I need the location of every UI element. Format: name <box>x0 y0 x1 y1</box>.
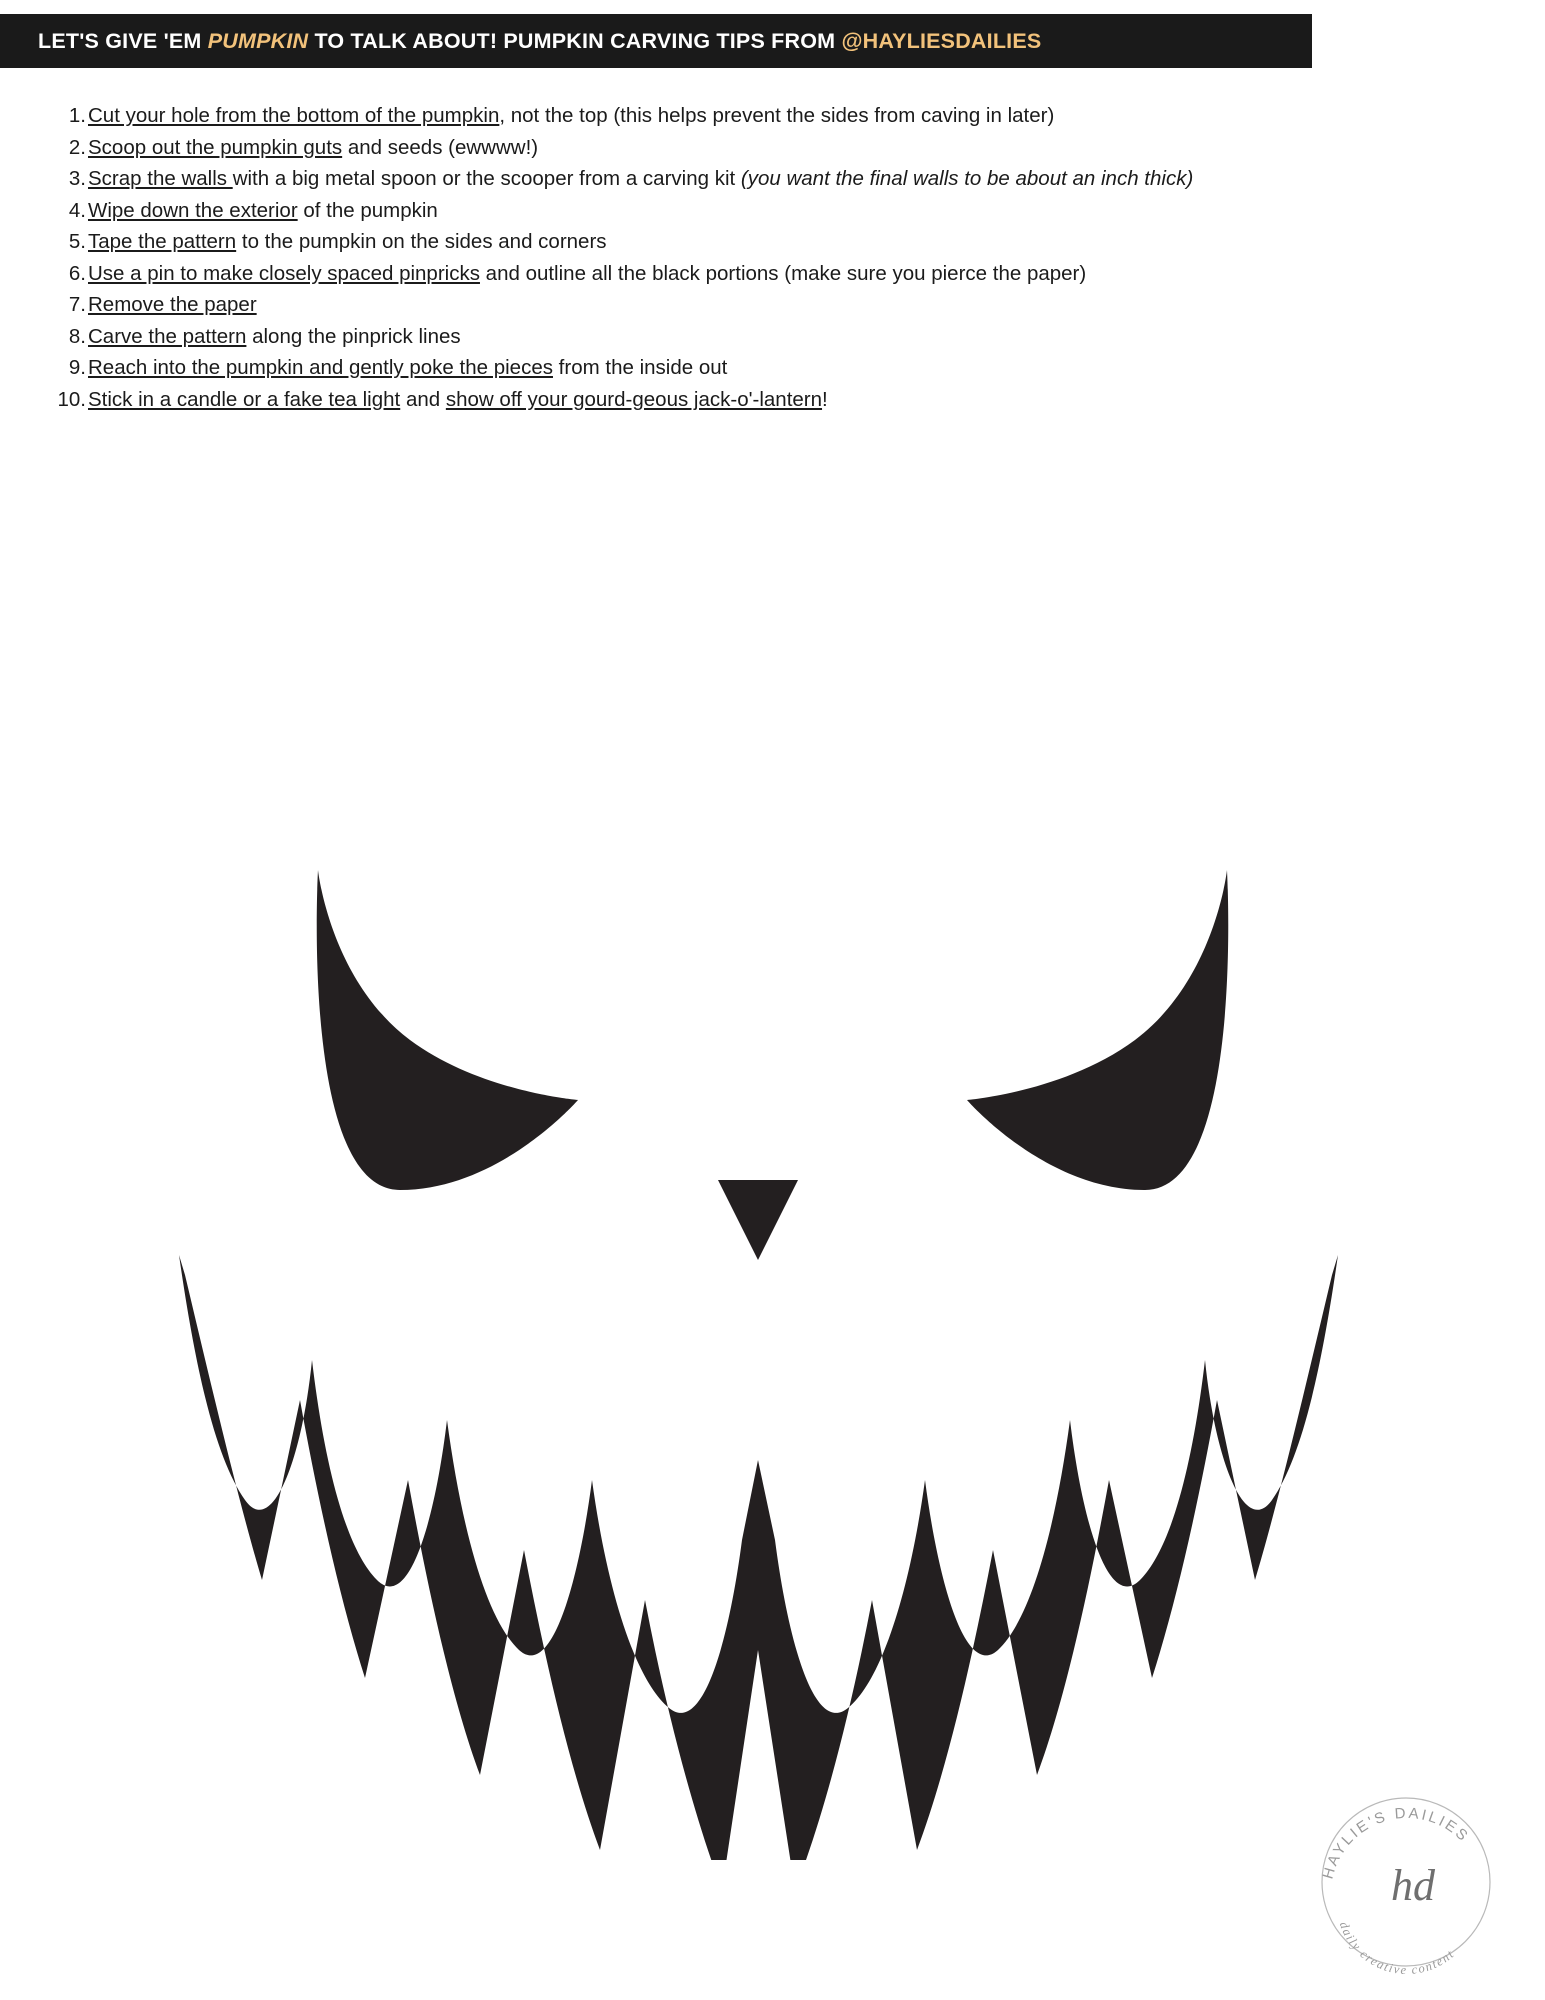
step-rest: and seeds (ewwww!) <box>342 135 539 159</box>
step-text <box>88 321 1468 353</box>
list-item <box>48 226 1468 258</box>
step-emphasis-tail: show off your gourd-geous jack-o'-lantern <box>445 387 823 411</box>
left-eye-shape <box>317 870 578 1190</box>
step-note: (you want the final walls to be about an inch thick) <box>740 167 1194 190</box>
header-title <box>38 29 1041 54</box>
step-emphasis: Remove the paper <box>88 293 257 316</box>
step-emphasis: Reach into the pumpkin and gently poke the pieces <box>88 356 553 379</box>
step-number: 4. <box>68 198 86 222</box>
step-rest: of the pumpkin <box>297 198 438 222</box>
step-emphasis: Stick in a candle or a fake tea light <box>88 387 401 411</box>
logo-monogram: hd <box>1391 1861 1435 1910</box>
header-handle: @HAYLIESDAILIES <box>841 28 1042 53</box>
mouth-shape <box>179 1255 1338 1860</box>
step-text <box>88 352 1468 384</box>
nose-shape <box>718 1180 798 1260</box>
step-emphasis: Wipe down the exterior <box>88 198 298 222</box>
step-text <box>88 132 1468 164</box>
step-number: 5. <box>68 230 86 253</box>
step-rest: along the pinprick lines <box>246 324 461 348</box>
step-rest: , not the top (this helps prevent the sides from caving in later) <box>499 104 1055 127</box>
list-item <box>48 321 1468 353</box>
logo-bottom-text: daily creative content <box>1336 1919 1458 1978</box>
list-item <box>48 289 1468 321</box>
step-emphasis: Tape the pattern <box>88 230 237 253</box>
header-title-mid: TO TALK ABOUT! PUMPKIN CARVING TIPS FROM <box>308 28 842 53</box>
logo-haylies-dailies <box>1291 1782 1521 1982</box>
step-number: 8. <box>68 324 86 348</box>
step-number: 6. <box>68 261 86 285</box>
step-text <box>88 163 1468 195</box>
step-rest: and <box>400 387 446 411</box>
step-rest: with a big metal spoon or the scooper from a carving kit <box>232 167 741 190</box>
header-banner <box>0 14 1312 68</box>
step-emphasis: Cut your hole from the bottom of the pumpkin <box>88 104 500 127</box>
list-item <box>48 163 1468 195</box>
list-item <box>48 132 1468 164</box>
step-rest: from the inside out <box>552 356 728 379</box>
list-item <box>48 100 1468 132</box>
step-number: 7. <box>68 293 86 316</box>
step-text <box>88 384 1468 416</box>
list-item <box>48 258 1468 290</box>
step-text <box>88 100 1468 132</box>
step-text <box>88 289 1468 321</box>
header-title-pre: LET'S GIVE 'EM <box>38 28 208 53</box>
list-item <box>48 195 1468 227</box>
step-text <box>88 258 1468 290</box>
step-note: ! <box>822 387 828 411</box>
header-title-accent: PUMPKIN <box>207 28 309 53</box>
step-number: 2. <box>68 135 86 159</box>
instruction-list <box>48 100 1468 415</box>
step-number: 1. <box>68 104 86 127</box>
jack-o-lantern-face-stencil <box>0 860 1545 1860</box>
step-text <box>88 195 1468 227</box>
step-number: 9. <box>68 356 86 379</box>
right-eye-shape <box>967 870 1228 1190</box>
step-text <box>88 226 1468 258</box>
list-item <box>48 384 1468 416</box>
step-emphasis: Carve the pattern <box>88 324 247 348</box>
step-number: 10. <box>57 387 86 411</box>
list-item <box>48 352 1468 384</box>
step-rest: and outline all the black portions (make sure you pierce the paper) <box>479 261 1087 285</box>
step-emphasis: Scoop out the pumpkin guts <box>88 135 343 159</box>
step-number: 3. <box>68 167 86 190</box>
step-rest: to the pumpkin on the sides and corners <box>236 230 607 253</box>
step-emphasis: Use a pin to make closely spaced pinpricks <box>88 261 480 285</box>
step-emphasis: Scrap the walls <box>88 167 233 190</box>
logo-top-text: HAYLIE'S DAILIES <box>1319 1804 1473 1881</box>
